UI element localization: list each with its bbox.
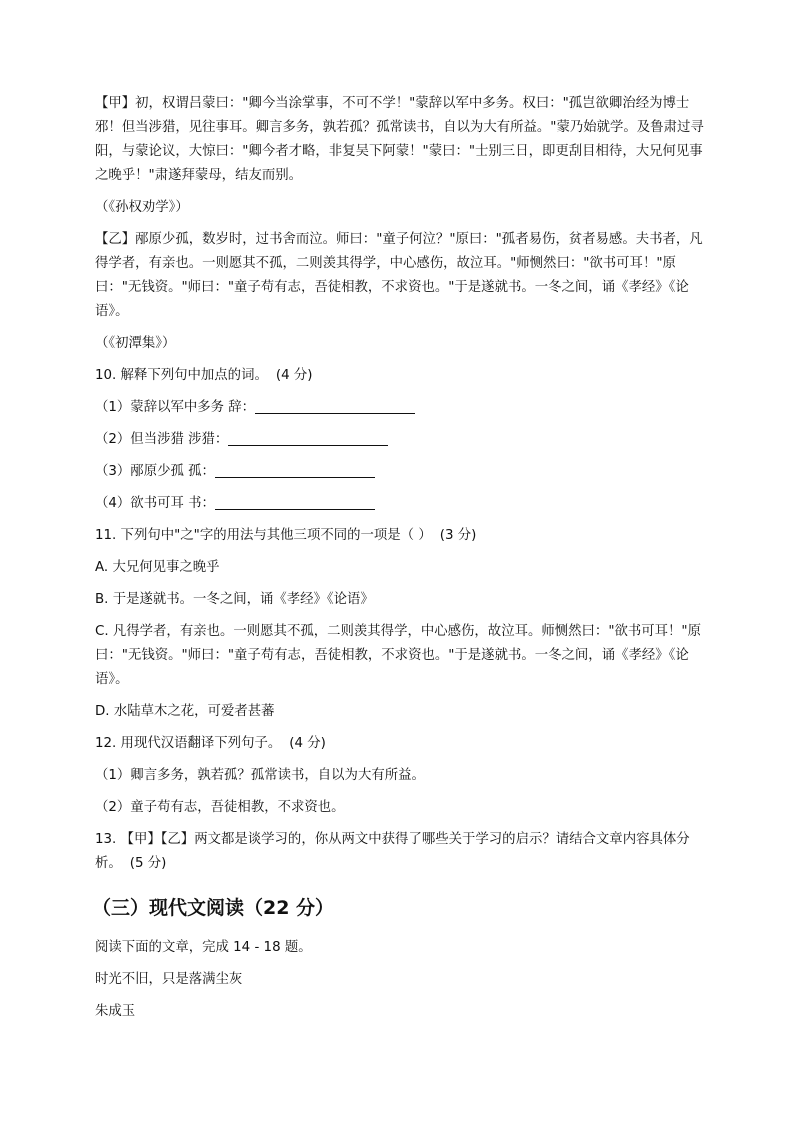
answer-blank-2[interactable] xyxy=(228,430,388,446)
option-c: C. 凡得学者，有亲也。一则愿其不孤，二则羡其得学，中心感伤，故泣耳。师恻然曰："欲书可耳！"原曰："无钱资。"师曰："童子苟有志，吾徒相教，不求资也。"于是遂就书。一冬之间，诵《孝经》《论语》。 xyxy=(95,624,701,687)
question-11-score: (3 分) xyxy=(439,528,477,543)
answer-blank-3[interactable] xyxy=(215,462,375,478)
question-11-stem xyxy=(95,524,715,548)
passage-jia: 【甲】初，权谓吕蒙曰："卿今当涂掌事，不可不学！"蒙辞以军中多务。权曰："孤岂欲卿治经为博士邪！但当涉猎，见往事耳。卿言多务，孰若孤？孤常读书，自以为大有所益。"蒙乃始就学。及鲁肃过寻阳，与蒙论议，大惊曰："卿今者才略，非复吴下阿蒙！"蒙曰："士别三日，即更刮目相待，大兄何见事之晚乎！"肃遂拜蒙母，结友而别。 xyxy=(95,96,704,183)
question-12-stem xyxy=(95,732,715,756)
exam-page xyxy=(92,92,715,1032)
option-d: D. 水陆草木之花，可爱者甚蕃 xyxy=(95,704,275,719)
section-heading: （三）现代文阅读（22 分） xyxy=(92,897,335,919)
question-10-item-2 xyxy=(95,428,715,452)
passage-yi: 【乙】邴原少孤，数岁时，过书舍而泣。师曰："童子何泣？"原曰："孤者易伤，贫者易感。夫书者，凡得学者，有亲也。一则愿其不孤，二则羡其得学，中心感伤，故泣耳。"师恻然曰："欲书可耳！"原曰："无钱资。"师曰："童子苟有志，吾徒相教，不求资也。"于是遂就书。一冬之间，诵《孝经》《论语》。 xyxy=(95,232,703,319)
article-title: 时光不旧，只是落满尘灰 xyxy=(95,972,243,987)
answer-blank-1[interactable] xyxy=(255,398,415,414)
question-13-score: (5 分) xyxy=(129,856,167,871)
source-jia: （《孙权劝学》） xyxy=(95,200,189,215)
option-a: A. 大兄何见事之晚乎 xyxy=(95,560,220,575)
question-10-stem xyxy=(95,364,715,388)
question-10-item-4 xyxy=(95,492,715,516)
question-10-score: (4 分) xyxy=(275,368,313,383)
question-10-item-2-text: （2）但当涉猎 涉猎： xyxy=(95,432,229,447)
article-author: 朱成玉 xyxy=(95,1004,136,1019)
question-10-item-4-text: （4）欲书可耳 书： xyxy=(95,496,215,511)
question-12-score: (4 分) xyxy=(289,736,326,751)
question-10-item-1-text: （1）蒙辞以军中多务 辞： xyxy=(95,400,256,415)
question-12-text: 12. 用现代汉语翻译下列句子。 xyxy=(95,736,282,751)
question-12-item-2: （2）童子苟有志，吾徒相教，不求资也。 xyxy=(95,800,345,815)
question-10-item-1 xyxy=(95,396,715,420)
reading-instruction: 阅读下面的文章，完成 14 - 18 题。 xyxy=(95,940,312,955)
answer-blank-4[interactable] xyxy=(215,494,375,510)
question-13-text: 13. 【甲】【乙】两文都是谈学习的，你从两文中获得了哪些关于学习的启示？请结合文章内容具体分析。 xyxy=(95,832,690,871)
question-10-item-3 xyxy=(95,460,715,484)
question-11-text: 11. 下列句中"之"字的用法与其他三项不同的一项是（ ） xyxy=(95,528,432,543)
question-10-text: 10. 解释下列句中加点的词。 xyxy=(95,368,268,383)
question-13 xyxy=(95,828,715,876)
source-yi: （《初潭集》） xyxy=(95,336,176,351)
option-b: B. 于是遂就书。一冬之间，诵《孝经》《论语》 xyxy=(95,592,374,607)
question-12-item-1: （1）卿言多务，孰若孤？孤常读书，自以为大有所益。 xyxy=(95,768,425,783)
question-10-item-3-text: （3）邴原少孤 孤： xyxy=(95,464,215,479)
